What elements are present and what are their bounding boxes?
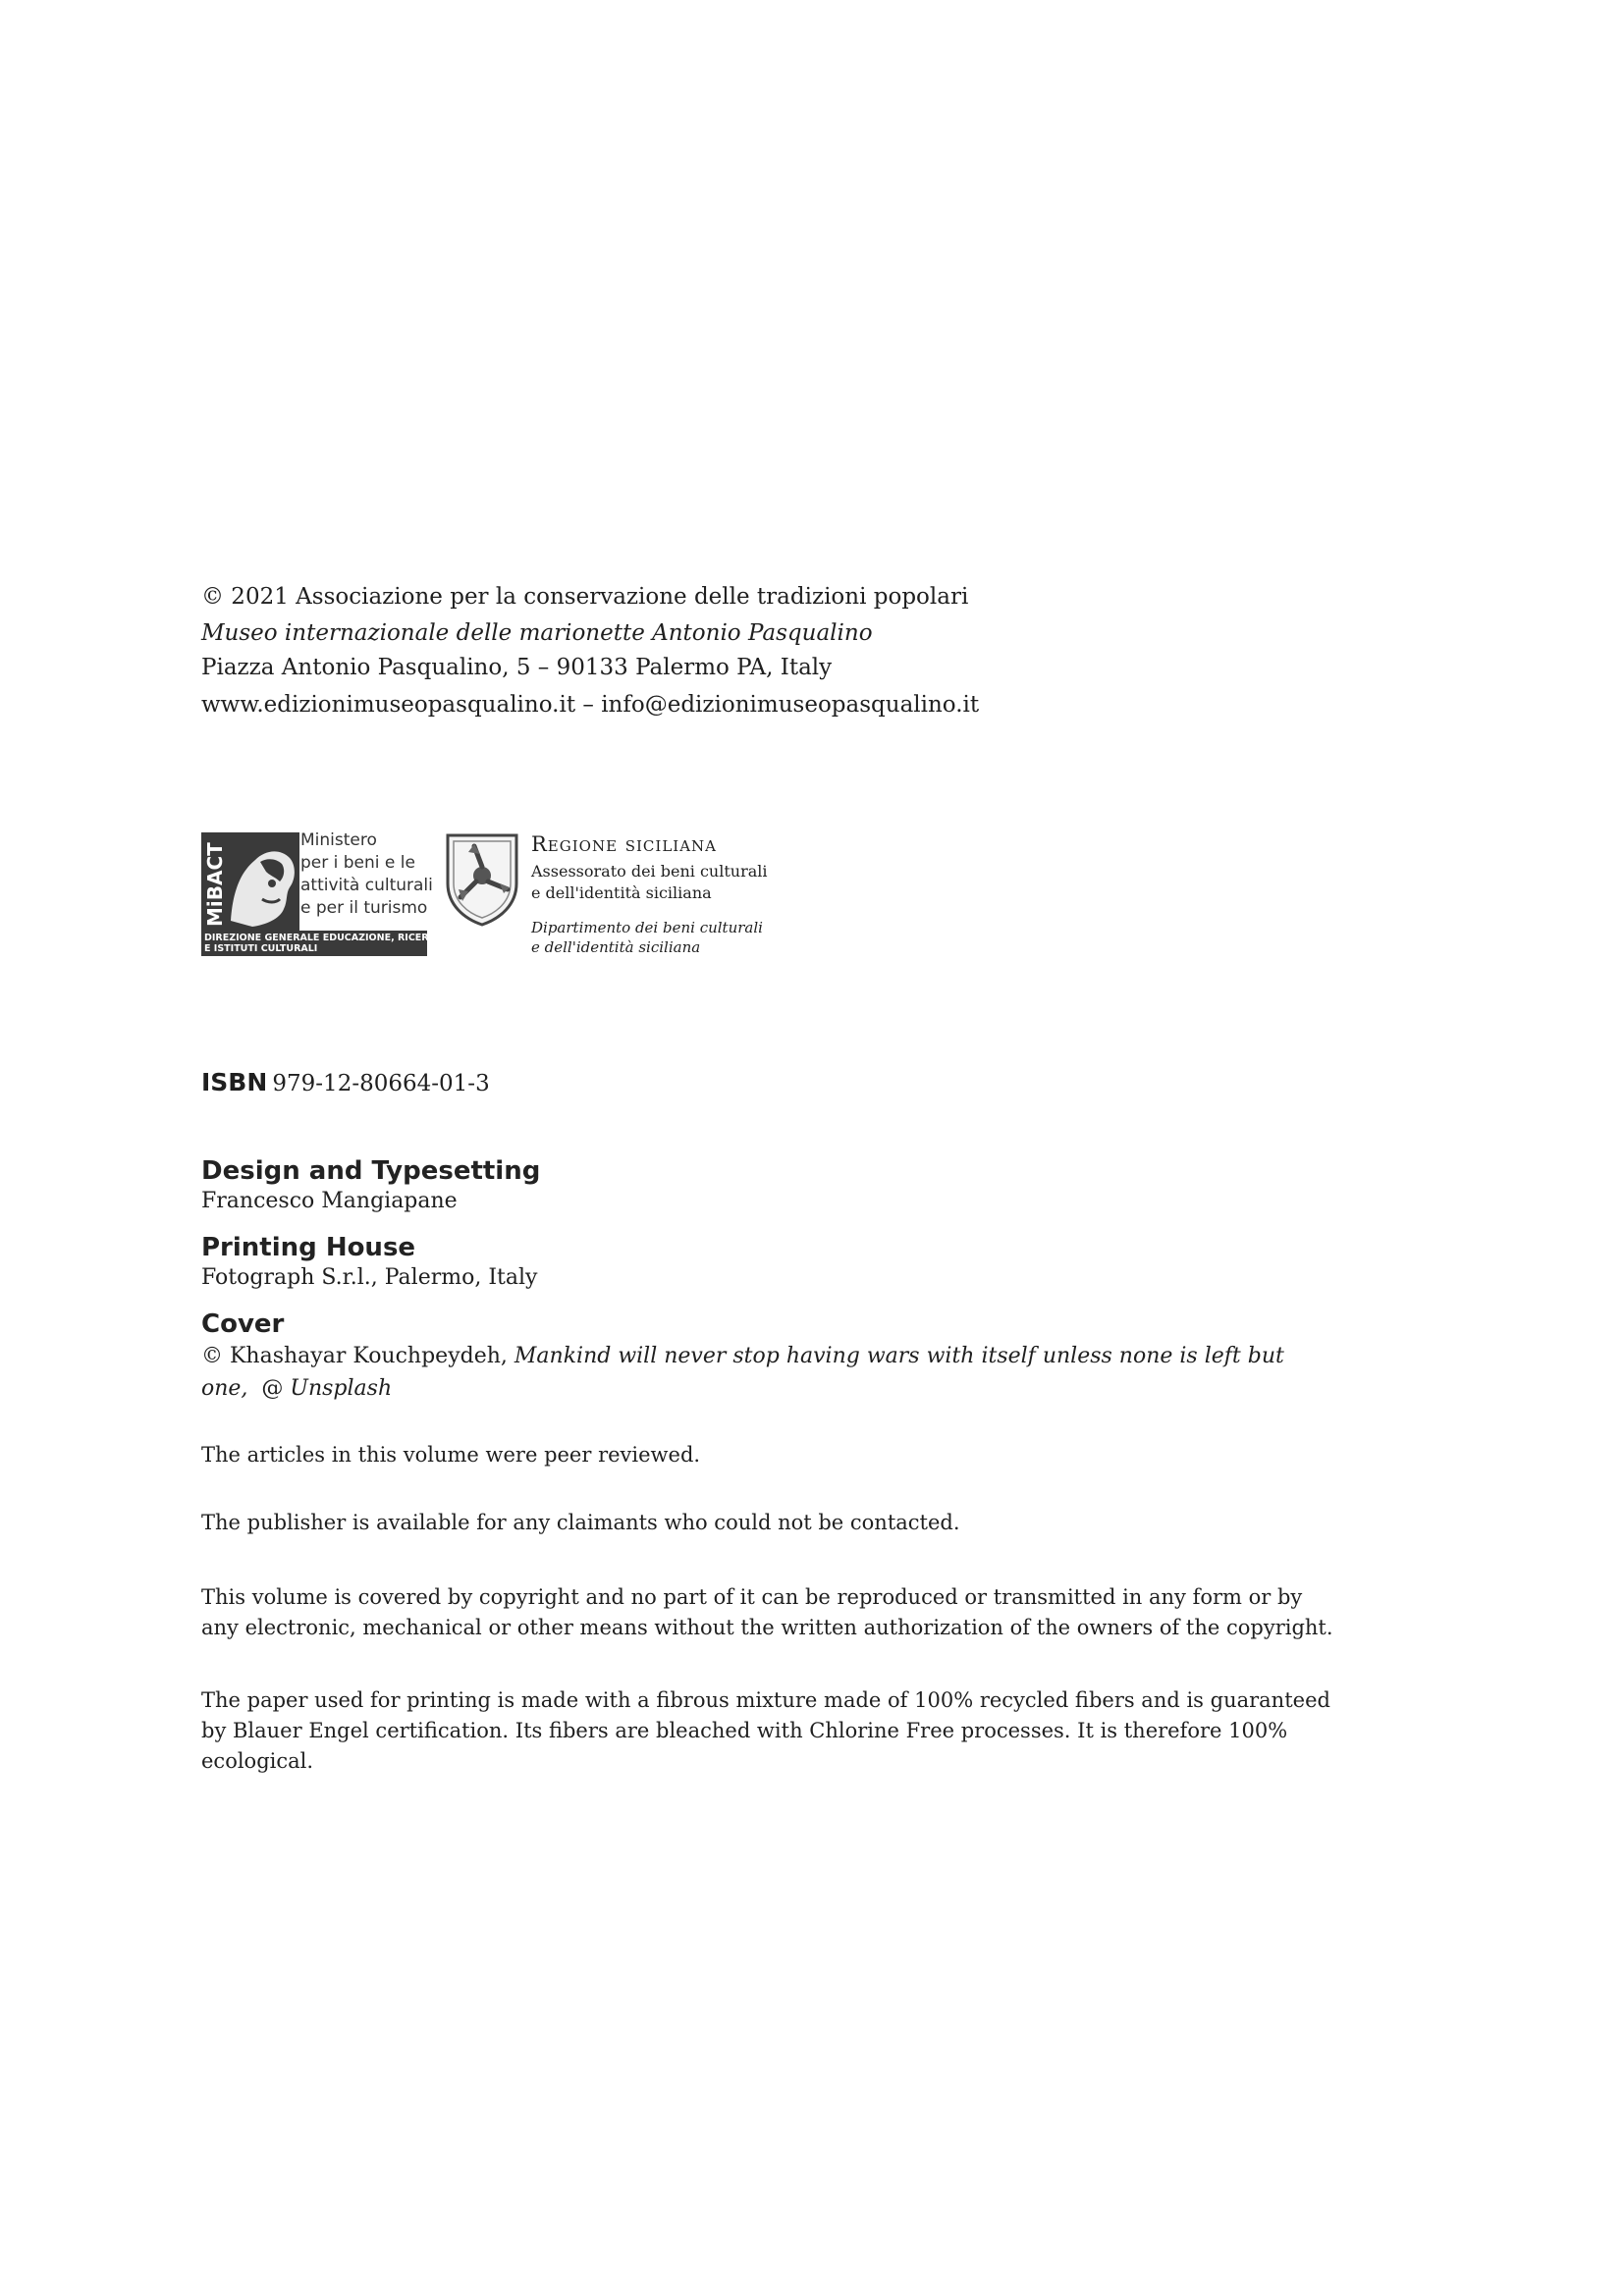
regione-sub-line-1: Assessorato dei beni culturali: [531, 862, 768, 881]
regione-title: Regione siciliana: [531, 832, 717, 856]
cover-at-sign: @: [247, 1376, 291, 1401]
isbn-label: ISBN: [201, 1068, 268, 1096]
cover-credit-line-2: [201, 1373, 392, 1405]
trinacria-shield-icon: [445, 832, 519, 927]
cover-credit-line-1: [201, 1341, 1284, 1372]
museum-name: Museo internazionale delle marionette Antonio Pasqualino: [201, 620, 873, 646]
design-heading: Design and Typesetting: [201, 1156, 541, 1186]
mibact-bar-line-2: E ISTITUTI CULTURALI: [204, 943, 318, 954]
claimants-note: The publisher is available for any claimants who could not be contacted.: [201, 1511, 960, 1534]
mibact-line-1: Ministero: [300, 830, 377, 850]
regione-siciliana-logo: [445, 832, 769, 960]
regione-sub-line-2: e dell'identità siciliana: [531, 883, 712, 902]
mibact-line-2: per i beni e le: [300, 853, 415, 873]
peer-review-note: The articles in this volume were peer reviewed.: [201, 1443, 701, 1467]
cover-work-title-end: one,: [201, 1376, 248, 1401]
design-credit: Francesco Mangiapane: [201, 1189, 458, 1213]
regione-dept-line-1: Dipartimento dei beni culturali: [531, 919, 763, 936]
cover-heading: Cover: [201, 1309, 285, 1339]
cover-credit-prefix: © Khashayar Kouchpeydeh,: [201, 1344, 514, 1368]
copyright-notice: This volume is covered by copyright and no part of it can be reproduced or transmitted in any form or by any electronic, mechanical or other means without the written authorization of the owners of the copyright.: [201, 1585, 1333, 1639]
mibact-bar-line-1: DIREZIONE GENERALE EDUCAZIONE, RICERCA: [204, 933, 443, 943]
mibact-line-3: attività culturali: [300, 876, 433, 895]
paper-notice: The paper used for printing is made with a fibrous mixture made of 100% recycled fibers and is guaranteed by Blauer Engel certification. Its fibers are bleached with Chlorine Free processes. It is therefore 100% ecological.: [201, 1688, 1330, 1773]
publisher-web-email: www.edizionimuseopasqualino.it – info@edizionimuseopasqualino.it: [201, 692, 980, 718]
cover-work-title: Mankind will never stop having wars with itself unless none is left but: [514, 1344, 1284, 1368]
cover-source: Unsplash: [290, 1376, 393, 1401]
isbn-line: [201, 1068, 490, 1096]
copyright-line: © 2021 Associazione per la conservazione delle tradizioni popolari: [201, 584, 969, 610]
mibact-vertical-label: MiBACT: [203, 842, 227, 927]
mibact-bar: [201, 931, 443, 956]
printing-credit: Fotograph S.r.l., Palermo, Italy: [201, 1265, 538, 1290]
publisher-address: Piazza Antonio Pasqualino, 5 – 90133 Palermo PA, Italy: [201, 655, 833, 680]
regione-dept-line-2: e dell'identità siciliana: [531, 938, 701, 956]
isbn-value: 979-12-80664-01-3: [272, 1071, 490, 1096]
printing-heading: Printing House: [201, 1233, 416, 1262]
mibact-line-4: e per il turismo: [300, 898, 428, 918]
mibact-logo: [201, 830, 443, 956]
